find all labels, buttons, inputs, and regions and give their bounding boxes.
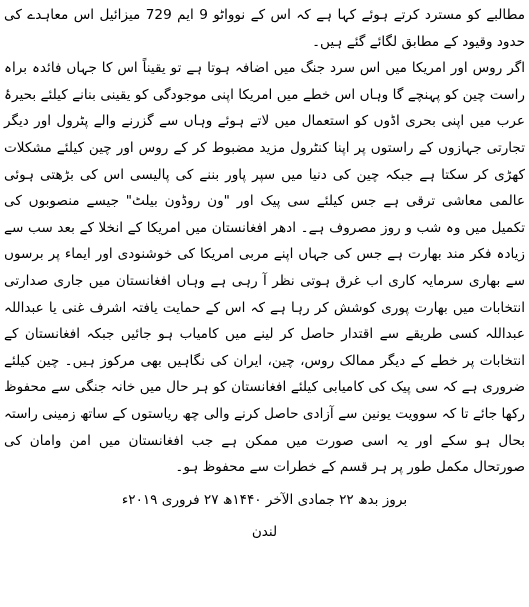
article-paragraph: مطالبے کو مسترد کرتے ہوئے کہا ہے کہ اس کے نوواٹو 9 ایم 729 میزائیل اس معاہدے کی حدود وقیود کے مطابق لگائے گئے ہیں۔ (4, 7, 526, 50)
article-dateline: بروز بدھ ۲۲ جمادی الآخر ۱۴۴۰ھ ۲۷ فروری ۲۰۱۹ء (121, 491, 408, 508)
article-paragraph: اگر روس اور امریکا میں اس سرد جنگ میں اضافہ ہوتا ہے تو یقیناً اس کا جہاں فائدہ براہ راست چین کو پہنچے گا وہاں اس خطے میں امریکا اپنی موجودگی کو یقینی بنانے کیلئے بحیرۂ عرب میں اپنی بحری اڈوں کو استعمال میں لاتے ہوئے وہاں سے گزرنے والے پٹرول اور دیگر تجارتی جہازوں کے راستوں پر اپنا کنٹرول مزید مضبوط کر کے روس اور چین کیلئے مشکلات کھڑی کر سکتا ہے جبکہ چین کی دنیا میں سپر پاور بننے کی پالیسی اس کی بڑھتی ہوئی عالمی معاشی ترقی ہے جس کیلئے سی پیک اور "ون روڈون بیلٹ" جیسے منصوبوں کی تکمیل میں وہ شب و روز مصروف ہے۔ ادھر افغانستان میں امریکا کے انخلا کے بعد سب سے زیادہ فکر مند بھارت ہے جس کی جہاں اپنے مربی امریکا کی خوشنودی اور ایماء پر برسوں سے بھاری سرمایہ کاری اب غرق ہوتی نظر آ رہی ہے وہاں افغانستان میں جاری صدارتی انتخابات میں بھارت پوری کوشش کر رہا ہے کہ اس کے حمایت یافتہ اشرف غنی یا عبداللہ عبداللہ کسی طریقے سے اقتدار حاصل کر لینے میں کامیاب ہو جائیں جبکہ افغانستان کے انتخابات پر خطے کے دیگر ممالک روس، چین، ایران کی نگاہیں بھی مرکوز ہیں۔ چین کیلئے ضروری ہے کہ سی پیک کی کامیابی کیلئے افغانستان کو ہر حال میں خانہ جنگی سے محفوظ رکھا جائے تا کہ سوویت یونین سے آزادی حاصل کرنے والی چھ ریاستوں کے ساتھ زمینی راستہ بحال ہو سکے اور یہ اسی صورت میں ممکن ہے جب افغانستان میں امن وامان کی صورتحال مکمل طور پر ہر قسم کے خطرات سے محفوظ ہو۔ (4, 60, 525, 476)
article-place: لندن (251, 523, 278, 540)
